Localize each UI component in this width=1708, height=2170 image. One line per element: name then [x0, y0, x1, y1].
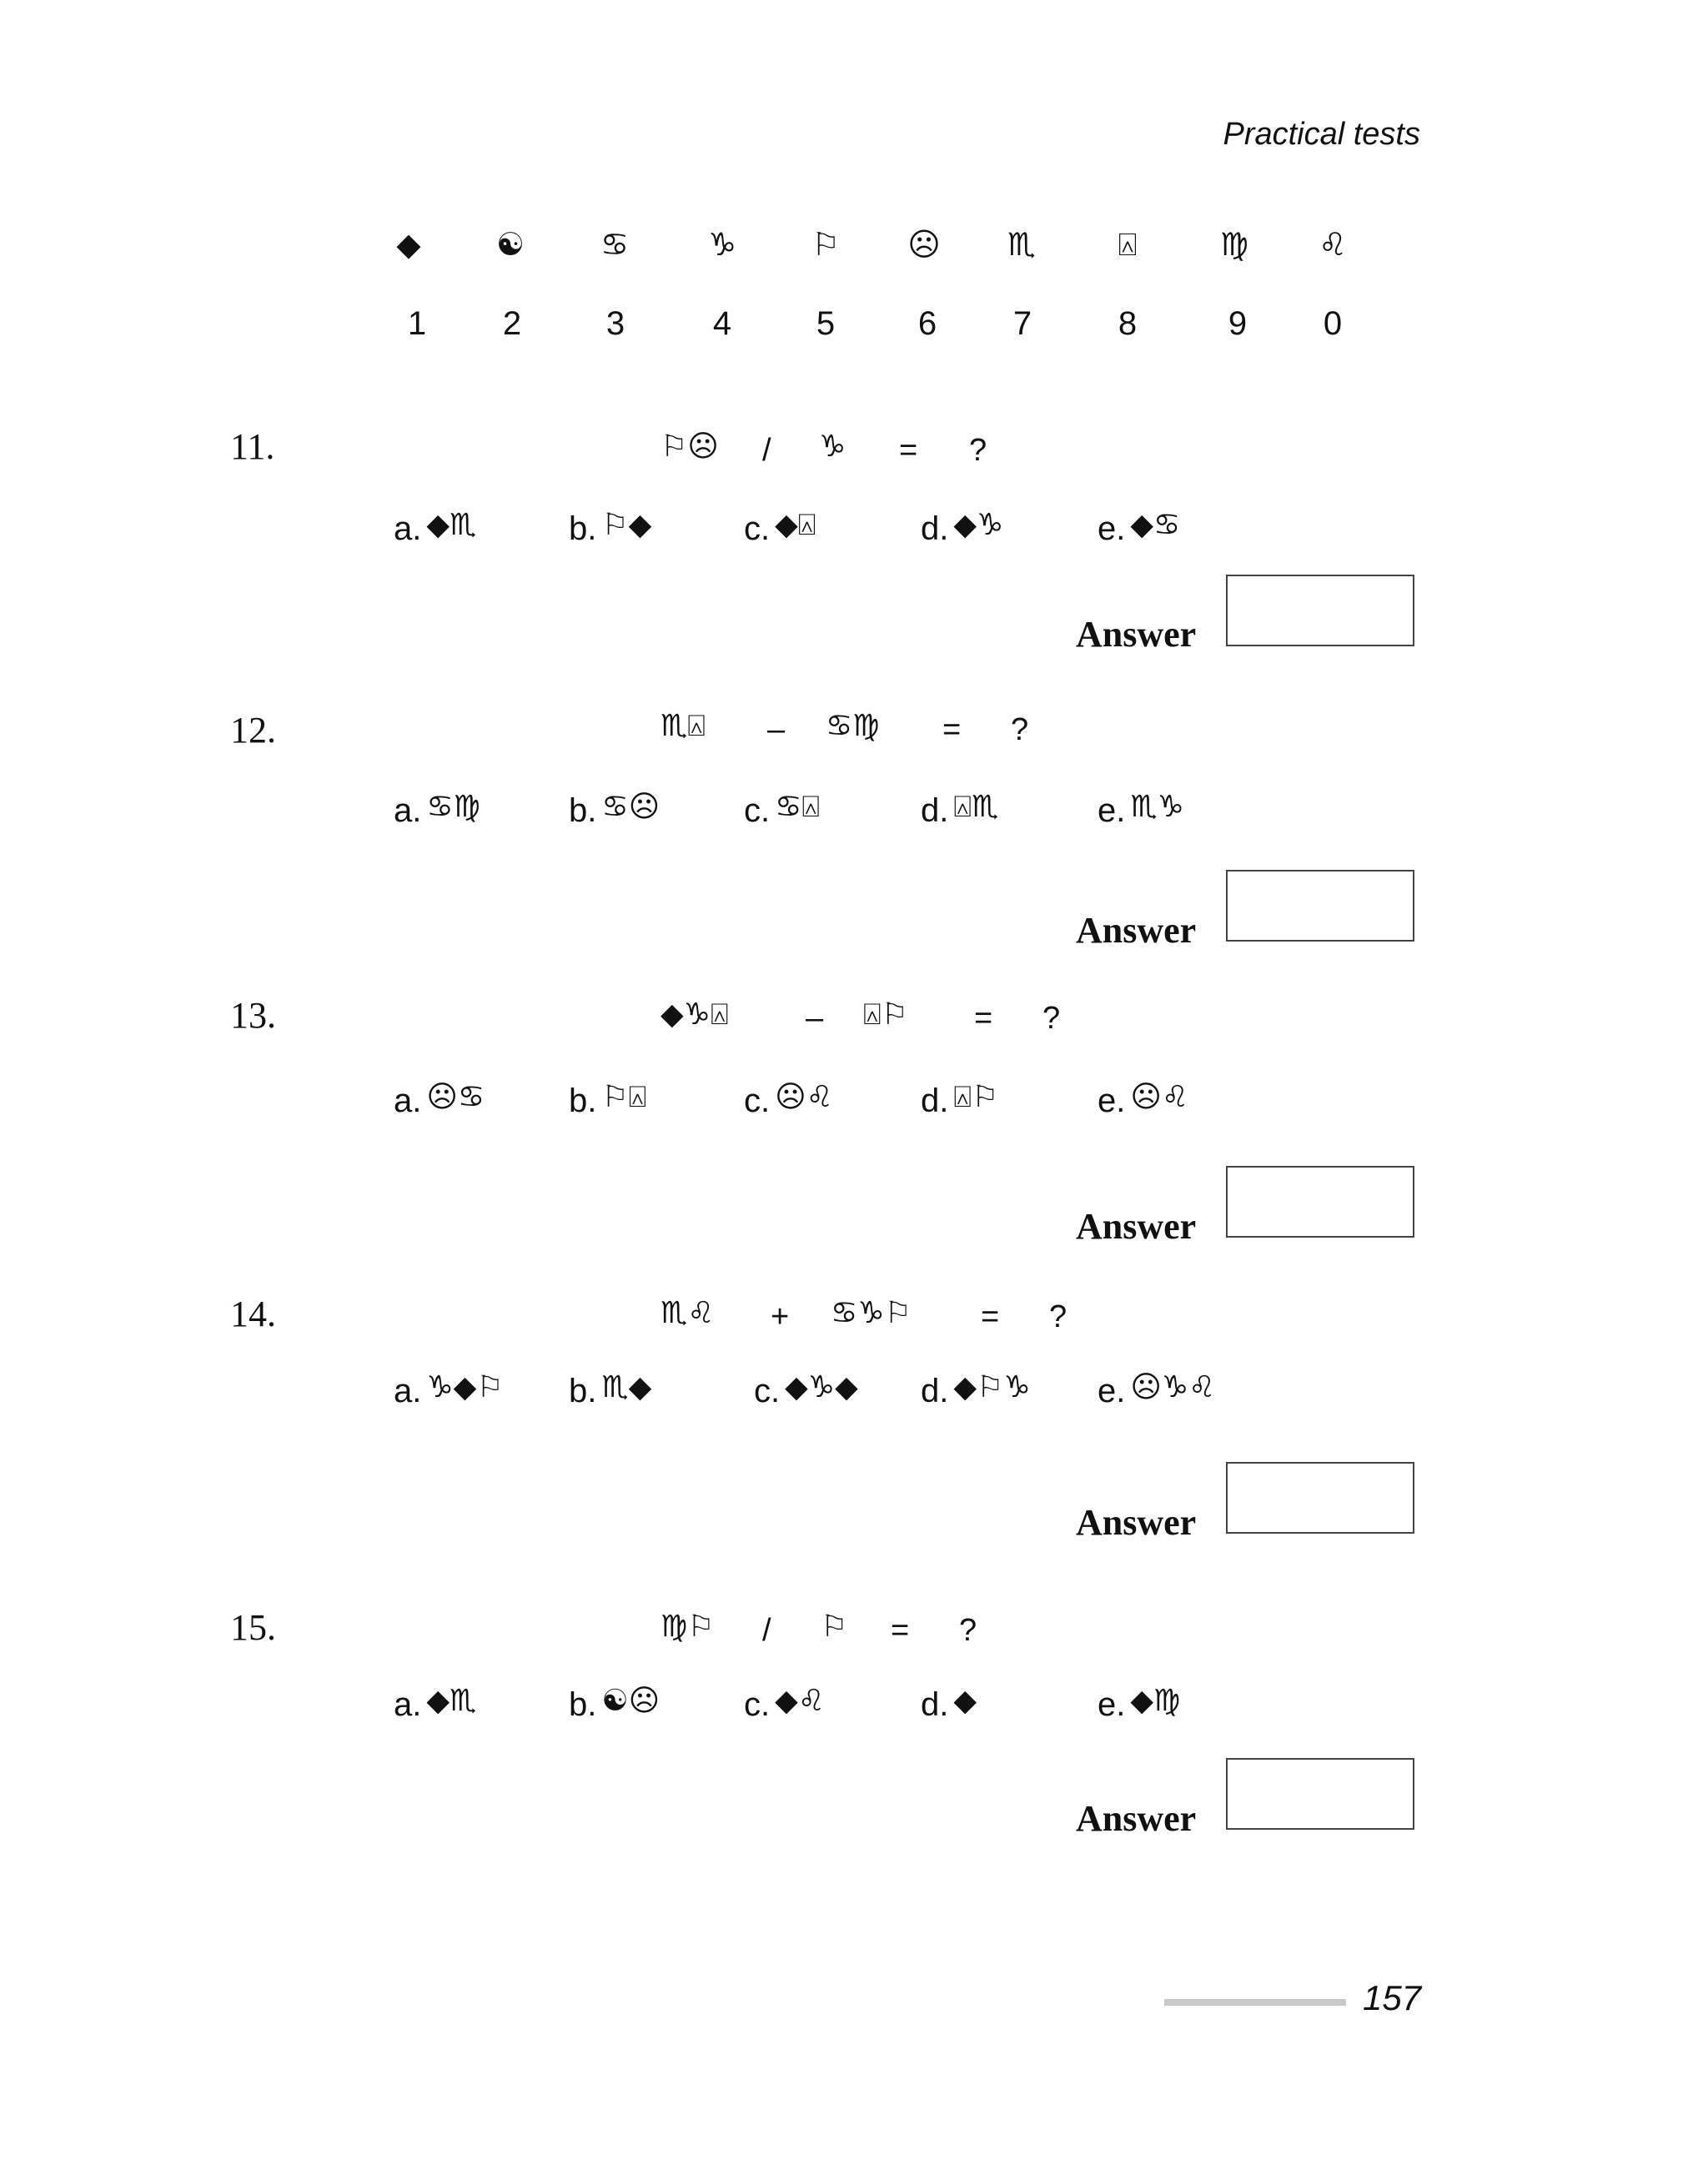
option-symbols: ☹♌: [775, 1080, 833, 1114]
option-symbols: ♏♑: [1130, 790, 1184, 824]
equation-left: ◆♑⍓: [661, 997, 729, 1032]
option-a[interactable]: [394, 510, 476, 548]
option-label: e.: [1098, 510, 1126, 547]
option-label: d.: [921, 1373, 949, 1409]
option-symbols: ♋⍓: [775, 790, 820, 824]
equation-left: ♏♌: [661, 1296, 715, 1330]
option-a[interactable]: [394, 1370, 504, 1410]
key-number-6: 6: [917, 305, 937, 342]
equation: [0, 1296, 1708, 1346]
option-symbols: ◆♑: [953, 508, 1004, 542]
key-symbol-6: ☹: [907, 226, 941, 263]
option-b[interactable]: [569, 1686, 660, 1724]
equation-result: ?: [1042, 1001, 1061, 1036]
option-label: a.: [394, 792, 422, 829]
equation-right: ♋♑⚐: [831, 1296, 912, 1330]
key-number-5: 5: [816, 305, 836, 342]
option-c[interactable]: [744, 1082, 833, 1120]
option-d[interactable]: [921, 1686, 977, 1724]
answer-box[interactable]: [1226, 870, 1414, 942]
option-symbols: ☹♋: [426, 1080, 485, 1114]
option-c[interactable]: [744, 792, 820, 830]
option-label: d.: [921, 792, 949, 829]
option-label: e.: [1098, 1373, 1126, 1409]
option-d[interactable]: [921, 510, 1003, 548]
option-label: b.: [569, 510, 597, 547]
option-symbols: ◆♏: [426, 1684, 477, 1718]
option-label: a.: [394, 510, 422, 547]
equation: [0, 1610, 1708, 1660]
key-number-9: 9: [1228, 305, 1248, 342]
option-d[interactable]: [921, 792, 998, 830]
footer-rule: [1164, 1999, 1346, 2006]
question-number: 15.: [230, 1607, 276, 1648]
option-e[interactable]: [1098, 1686, 1180, 1724]
key-symbol-5: ⚐: [811, 226, 841, 263]
option-symbols: ☯☹: [601, 1684, 661, 1718]
question-number: 13.: [230, 995, 276, 1036]
equation: [0, 997, 1708, 1047]
key-number-2: 2: [502, 305, 522, 342]
option-label: d.: [921, 1686, 949, 1723]
option-label: c.: [744, 792, 771, 829]
option-label: c.: [744, 510, 771, 547]
equation-result: ?: [1049, 1299, 1068, 1334]
option-b[interactable]: [569, 792, 660, 830]
answer-options: [0, 792, 1708, 842]
answer-label: Answer: [1076, 1206, 1197, 1247]
option-e[interactable]: [1098, 510, 1180, 548]
answer-options: [0, 510, 1708, 560]
key-symbol-4: ♑: [707, 226, 737, 263]
page-number: 157: [1363, 1978, 1422, 2017]
option-a[interactable]: [394, 1686, 476, 1724]
option-label: b.: [569, 1082, 597, 1119]
key-numbers-row: [0, 292, 1708, 359]
option-d[interactable]: [921, 1082, 998, 1120]
option-label: a.: [394, 1373, 422, 1409]
key-number-0: 0: [1323, 305, 1343, 342]
answer-label: Answer: [1076, 910, 1197, 951]
key-symbol-3: ♋: [600, 226, 630, 263]
option-symbols: ☹♑♌: [1130, 1370, 1216, 1404]
key-symbol-1: ◆: [396, 226, 421, 263]
option-symbols: ◆⍓: [775, 508, 816, 542]
equation-equals: =: [899, 433, 918, 468]
answer-box[interactable]: [1226, 1166, 1414, 1238]
answer-box[interactable]: [1226, 1758, 1414, 1830]
equation-left: ♍⚐: [661, 1610, 715, 1644]
answer-options: [0, 1370, 1708, 1423]
option-symbols: ⍓♏: [953, 790, 999, 824]
option-c[interactable]: [754, 1370, 858, 1410]
equation-right: ⍓⚐: [863, 997, 908, 1032]
equation-right: ⚐: [821, 1610, 848, 1644]
answer-options: [0, 1686, 1708, 1736]
equation-operator: –: [806, 1001, 824, 1036]
option-label: b.: [569, 1686, 597, 1723]
option-e[interactable]: [1098, 1370, 1216, 1410]
option-label: a.: [394, 1082, 422, 1119]
option-symbols: ⚐◆: [601, 508, 652, 542]
key-symbol-9: ♍: [1219, 226, 1249, 263]
option-symbols: ♏◆: [601, 1370, 652, 1404]
option-symbols: ♑◆⚐: [426, 1370, 504, 1404]
option-label: b.: [569, 1373, 597, 1409]
option-symbols: ◆♍: [1130, 1684, 1181, 1718]
answer-options: [0, 1082, 1708, 1133]
equation-equals: =: [891, 1613, 910, 1648]
option-symbols: ♋♍: [426, 790, 480, 824]
option-label: e.: [1098, 792, 1126, 829]
equation-equals: =: [981, 1299, 1000, 1334]
equation: [0, 429, 1708, 480]
option-b[interactable]: [569, 510, 651, 548]
option-symbols: ◆♑◆: [785, 1370, 858, 1404]
equation-left: ♏⍓: [661, 709, 706, 743]
key-number-8: 8: [1118, 305, 1138, 342]
equation-result: ?: [1011, 712, 1029, 747]
equation-right: ♋♍: [826, 709, 880, 743]
equation-result: ?: [959, 1613, 977, 1648]
option-symbols: ◆♋: [1130, 508, 1181, 542]
key-number-1: 1: [407, 305, 427, 342]
equation-operator: +: [771, 1299, 790, 1334]
option-a[interactable]: [394, 1082, 485, 1120]
question-number: 11.: [230, 426, 275, 467]
question-number: 12.: [230, 710, 276, 751]
key-number-4: 4: [712, 305, 732, 342]
key-symbol-0: ♌: [1318, 226, 1348, 263]
option-b[interactable]: [569, 1370, 652, 1410]
option-label: d.: [921, 1082, 949, 1119]
page-header: Practical tests: [1223, 117, 1420, 152]
option-symbols: ◆⚐♑: [953, 1370, 1031, 1404]
equation-operator: /: [762, 433, 771, 468]
answer-box[interactable]: [1226, 1462, 1414, 1534]
key-symbols-row: [0, 213, 1708, 279]
option-label: c.: [744, 1082, 771, 1119]
option-symbols: ◆: [953, 1684, 977, 1718]
option-symbols: ◆♌: [775, 1684, 826, 1718]
option-b[interactable]: [569, 1082, 646, 1120]
option-label: a.: [394, 1686, 422, 1723]
answer-box[interactable]: [1226, 575, 1414, 646]
equation-operator: /: [762, 1613, 771, 1648]
equation-result: ?: [969, 433, 987, 468]
option-symbols: ◆♏: [426, 508, 477, 542]
option-label: e.: [1098, 1686, 1126, 1723]
option-symbols: ♋☹: [601, 790, 661, 824]
equation-operator: –: [767, 712, 786, 747]
key-symbol-7: ♏: [1007, 226, 1037, 263]
key-symbol-8: ⍓: [1118, 226, 1138, 263]
option-e[interactable]: [1098, 792, 1184, 830]
key-number-3: 3: [605, 305, 625, 342]
option-e[interactable]: [1098, 1082, 1188, 1120]
option-d[interactable]: [921, 1370, 1031, 1410]
equation-equals: =: [974, 1001, 993, 1036]
option-label: c.: [744, 1686, 771, 1723]
answer-label: Answer: [1076, 1502, 1197, 1543]
equation-equals: =: [942, 712, 962, 747]
option-label: e.: [1098, 1082, 1126, 1119]
key-symbol-2: ☯: [495, 226, 525, 263]
equation: [0, 709, 1708, 759]
answer-label: Answer: [1076, 1798, 1197, 1839]
option-c[interactable]: [744, 1686, 825, 1724]
question-number: 14.: [230, 1293, 276, 1334]
key-number-7: 7: [1012, 305, 1032, 342]
option-symbols: ⚐⍓: [601, 1080, 647, 1114]
option-label: c.: [754, 1373, 781, 1409]
option-label: b.: [569, 792, 597, 829]
option-label: d.: [921, 510, 949, 547]
answer-label: Answer: [1076, 614, 1197, 655]
equation-left: ⚐☹: [661, 429, 719, 464]
option-symbols: ⍓⚐: [953, 1080, 999, 1114]
option-c[interactable]: [744, 510, 816, 548]
option-symbols: ☹♌: [1130, 1080, 1189, 1114]
equation-right: ♑: [819, 429, 846, 464]
option-a[interactable]: [394, 792, 480, 830]
